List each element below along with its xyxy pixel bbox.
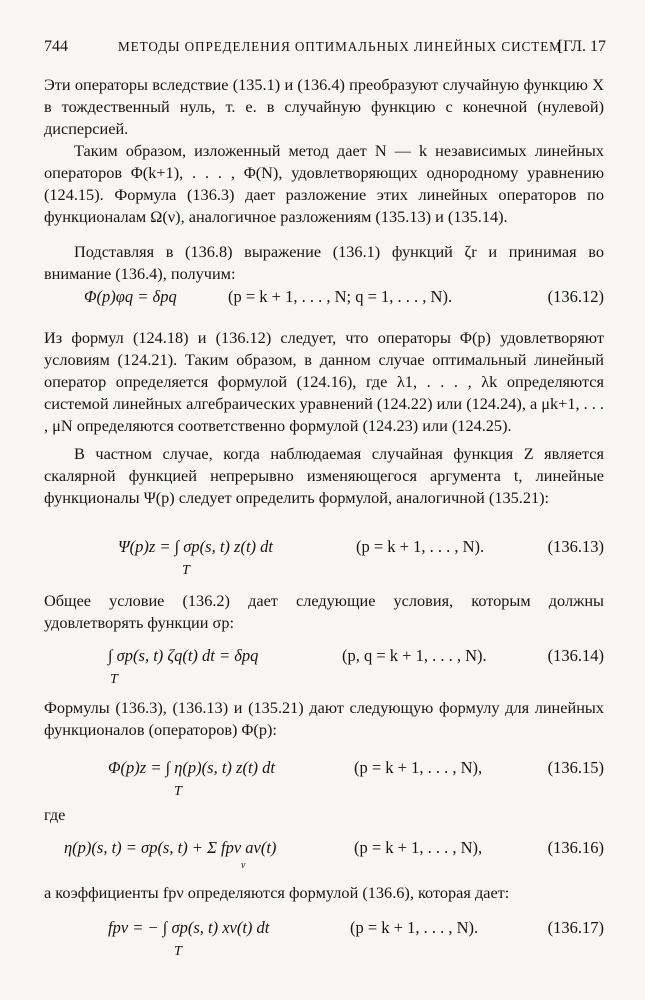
equation-136-12 [44, 287, 604, 327]
equation-lhs: Φ(p)φq = δpq [84, 287, 177, 306]
equation-lhs: ∫ σp(s, t) ζq(t) dt = δpq [108, 646, 259, 665]
equation-number: (136.15) [547, 758, 604, 777]
integration-domain: T [174, 944, 182, 959]
equation-condition: (p, q = k + 1, . . . , N). [342, 646, 487, 665]
equation-136-16 [44, 838, 604, 878]
equation-136-17 [44, 918, 604, 958]
paragraph-7: Формулы (136.3), (136.13) и (135.21) дают следующую формулу для линейных функционалов (операторов) Φ(p): [44, 698, 604, 739]
equation-number: (136.16) [547, 838, 604, 857]
paragraph-9: а коэффициенты fpν определяются формулой (136.6), которая дает: [44, 883, 510, 902]
equation-lhs: η(p)(s, t) = σp(s, t) + Σ fpν aν(t) [64, 838, 277, 857]
paragraph-2: Таким образом, изложенный метод дает N — k независимых линейных операторов Φ(k+1), . . . , Φ(N), удовлетворяющих однородному уравнению (124.15). Формула (136.3) дает разложение этих линейных операторов по функционалам Ω(ν), аналогичное разложениям (135.13) и (135.14). [44, 141, 604, 226]
equation-number: (136.12) [547, 287, 604, 306]
paragraph-6: Общее условие (136.2) дает следующие условия, которым должны удовлетворять функции σp: [44, 591, 604, 632]
running-title: МЕТОДЫ ОПРЕДЕЛЕНИЯ ОПТИМАЛЬНЫХ ЛИНЕЙНЫХ СИСТЕМ [118, 39, 562, 54]
integration-domain: T [182, 563, 190, 578]
chapter-label: [ГЛ. 17 [557, 38, 606, 55]
paragraph-4: Из формул (124.18) и (136.12) следует, что операторы Φ(p) удовлетворяют условиям (124.21). Таким образом, в данном случае оптимальный линейный оператор определяется формулой (124.16), где λ1, . . . , λk определяются системой линейных алгебраических уравнений (124.22) или (124.24), а μk+1, . . . , μN определяются соответственно формулой (124.23) или (124.25). [44, 328, 604, 435]
equation-number: (136.14) [547, 646, 604, 665]
integration-domain: T [110, 672, 118, 687]
equation-lhs: Φ(p)z = ∫ η(p)(s, t) z(t) dt [108, 758, 275, 777]
equation-136-15 [44, 758, 604, 798]
equation-condition: (p = k + 1, . . . , N). [356, 537, 485, 556]
paragraph-5: В частном случае, когда наблюдаемая случайная функция Z является скалярной функцией непрерывно изменяющегося аргумента t, линейные функционалы Ψ(p) следует определить формулой, аналогичной (135.21): [44, 444, 604, 507]
equation-number: (136.13) [547, 537, 604, 556]
equation-condition: (p = k + 1, . . . , N; q = 1, . . . , N). [228, 287, 453, 306]
equation-condition: (p = k + 1, . . . , N), [354, 838, 483, 857]
running-header [44, 38, 606, 60]
paragraph-1: Эти операторы вследствие (135.1) и (136.4) преобразуют случайную функцию X в тождественный нуль, т. е. в случайную функцию с конечной (нулевой) дисперсией. [44, 75, 604, 138]
equation-condition: (p = k + 1, . . . , N). [350, 918, 479, 937]
equation-lhs: Ψ(p)z = ∫ σp(s, t) z(t) dt [118, 537, 274, 556]
paragraph-8: где [44, 805, 66, 824]
equation-136-14 [44, 646, 604, 686]
equation-lhs: fpν = − ∫ σp(s, t) xν(t) dt [108, 918, 270, 937]
equation-number: (136.17) [547, 918, 604, 937]
page-number: 744 [44, 38, 68, 55]
integration-domain: T [174, 784, 182, 799]
paragraph-3: Подставляя в (136.8) выражение (136.1) функций ζr и принимая во внимание (136.4), получим: [44, 242, 604, 283]
equation-136-13 [44, 537, 604, 577]
sum-index: ν [241, 860, 246, 871]
equation-condition: (p = k + 1, . . . , N), [354, 758, 483, 777]
